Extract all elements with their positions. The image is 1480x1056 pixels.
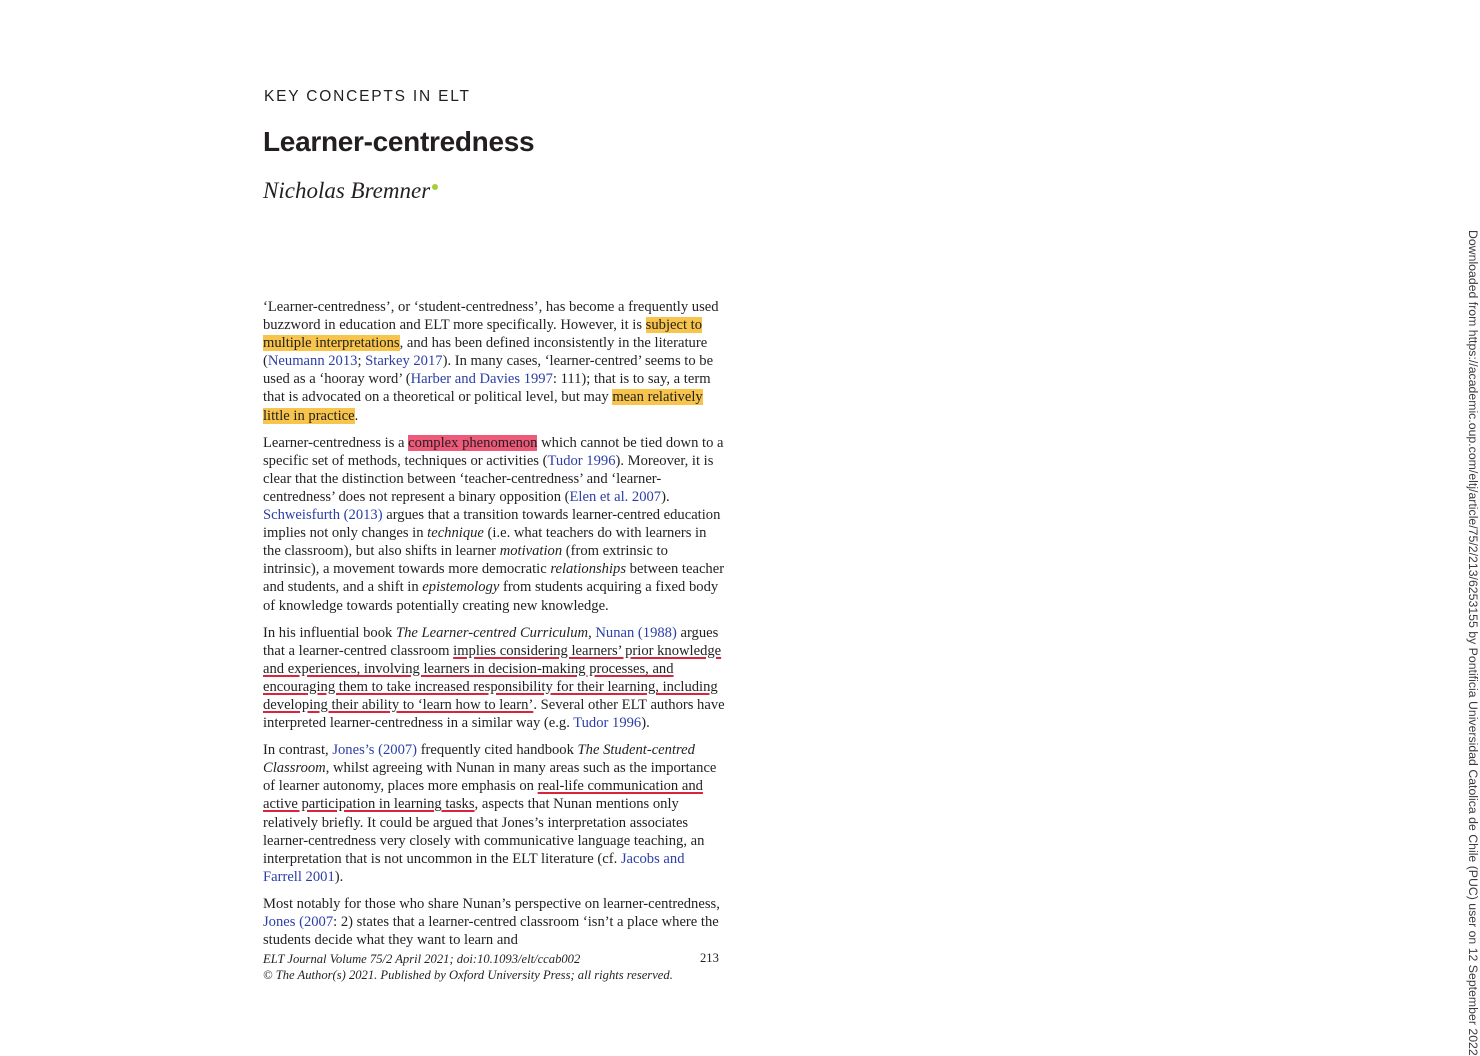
text: ). In many cases, ‘learner-centred’ seems to be used as a ‘hooray word’ (: [263, 353, 714, 388]
text: argues that a learner-centred classroom: [263, 624, 719, 659]
series-heading: KEY CONCEPTS IN ELT: [264, 88, 471, 105]
author-name: [263, 178, 438, 204]
citation-link[interactable]: Tudor 1996: [547, 452, 616, 469]
watermark-container: [748, 115, 1480, 1056]
paragraph-1: [263, 298, 725, 425]
citation-link[interactable]: Harber and Davies 1997: [410, 371, 553, 388]
page-number: 213: [700, 951, 719, 965]
book-title: The Student-centred Classroom: [263, 742, 695, 777]
text: ,: [588, 624, 596, 641]
text: ;: [357, 353, 366, 370]
text: , aspects that Nunan mentions only relatively briefly. It could be argued that Jones’s interpretation associates learner-centredness very closely with communicative language teaching, an interpretation that is not uncommon in the ELT literature (cf.: [263, 796, 705, 867]
copyright-line: © The Author(s) 2021. Published by Oxford University Press; all rights reserved.: [263, 968, 673, 982]
text: Most notably for those who share Nunan’s perspective on learner-centredness,: [263, 895, 720, 912]
citation-link[interactable]: Neumann 2013: [267, 353, 358, 370]
highlight-yellow: subject to multiple interpretations: [263, 317, 703, 352]
text: In contrast,: [263, 742, 333, 759]
italic-term: motivation: [499, 543, 563, 560]
text: , and has been defined inconsistently in the literature (: [263, 335, 708, 370]
citation-link[interactable]: Tudor 1996: [573, 715, 642, 732]
text: In his influential book: [263, 624, 396, 641]
text: , whilst agreeing with Nunan in many areas such as the importance of learner autonomy, places more emphasis on: [263, 760, 717, 795]
text: .: [354, 407, 359, 424]
citation-link[interactable]: Elen et al. 2007: [569, 488, 662, 505]
citation-link[interactable]: Starkey 2017: [365, 353, 443, 370]
text: ).: [641, 715, 650, 732]
text: Learner-centredness is a: [263, 434, 409, 451]
text: . Several other ELT authors have interpreted learner-centredness in a similar way (e.g.: [263, 696, 725, 732]
text: (from extrinsic to intrinsic), a movement towards more democratic: [263, 543, 668, 578]
text: between teacher and students, and a shift in: [263, 561, 725, 596]
download-watermark: Downloaded from https://academic.oup.com/eltj/article/75/2/213/6253155 by Pontificia Universidad Catolica de Chile (PUC) user on 12 September 2022: [1466, 230, 1480, 1056]
citation-link[interactable]: Jacobs and Farrell 2001: [263, 850, 685, 885]
highlight-yellow: mean relatively little in practice: [263, 389, 703, 424]
citation-link[interactable]: Jones (2007: [263, 914, 334, 930]
author-name-text: Nicholas Bremner: [263, 178, 431, 203]
paragraph-2: [263, 434, 725, 615]
text: ‘Learner-centredness’, or ‘student-centredness’, has become a frequently used buzzword in education and ELT more specifically. However, it is: [263, 299, 719, 334]
underline-annotation: real-life communication and active participation in learning tasks: [263, 778, 703, 813]
italic-term: epistemology: [422, 579, 500, 596]
text: from students acquiring a fixed body of knowledge towards potentially creating new knowledge.: [263, 579, 719, 614]
journal-footer: [263, 951, 723, 983]
text: (i.e. what teachers do with learners in the classroom), but also shifts in learner: [263, 525, 707, 560]
text: argues that a transition towards learner-centred education implies not only changes in: [263, 507, 721, 542]
text: ). Moreover, it is clear that the distinction between ‘teacher-centredness’ and ‘learner-centredness’ does not represent a binary opposition (: [263, 452, 714, 505]
text: ).: [334, 868, 344, 885]
orcid-icon[interactable]: [432, 184, 438, 190]
paragraph-3: [263, 624, 725, 733]
italic-term: relationships: [550, 561, 627, 578]
paragraph-4: [263, 741, 725, 886]
text: which cannot be tied down to a specific set of methods, techniques or activities (: [263, 434, 724, 469]
article-body: [263, 298, 725, 958]
text: frequently cited handbook: [417, 742, 578, 759]
citation-link[interactable]: Nunan (1988): [595, 624, 677, 641]
citation-link[interactable]: Jones’s (2007): [332, 742, 418, 759]
book-title: The Learner-centred Curriculum: [395, 624, 589, 641]
underline-annotation: implies considering learners’ prior knowledge and experiences, involving learners in decision-making processes, and encouraging them to take increased responsibility for their learning, including developing their ability to ‘learn how to learn’: [263, 642, 722, 713]
text: : 111); that is to say, a term that is advocated on a theoretical or political level, but may: [263, 371, 711, 406]
article-title: Learner-centredness: [263, 126, 535, 157]
text: ).: [661, 488, 670, 505]
text: : 2) states that a learner-centred classroom ‘isn’t a place where the students decide what they want to learn and: [263, 914, 719, 949]
citation-line: ELT Journal Volume 75/2 April 2021; doi:10.1093/elt/ccab002: [263, 952, 581, 966]
italic-term: technique: [427, 525, 484, 542]
paragraph-5: [263, 895, 725, 949]
citation-link[interactable]: Schweisfurth (2013): [263, 507, 383, 524]
highlight-pink: complex phenomenon: [408, 434, 538, 451]
